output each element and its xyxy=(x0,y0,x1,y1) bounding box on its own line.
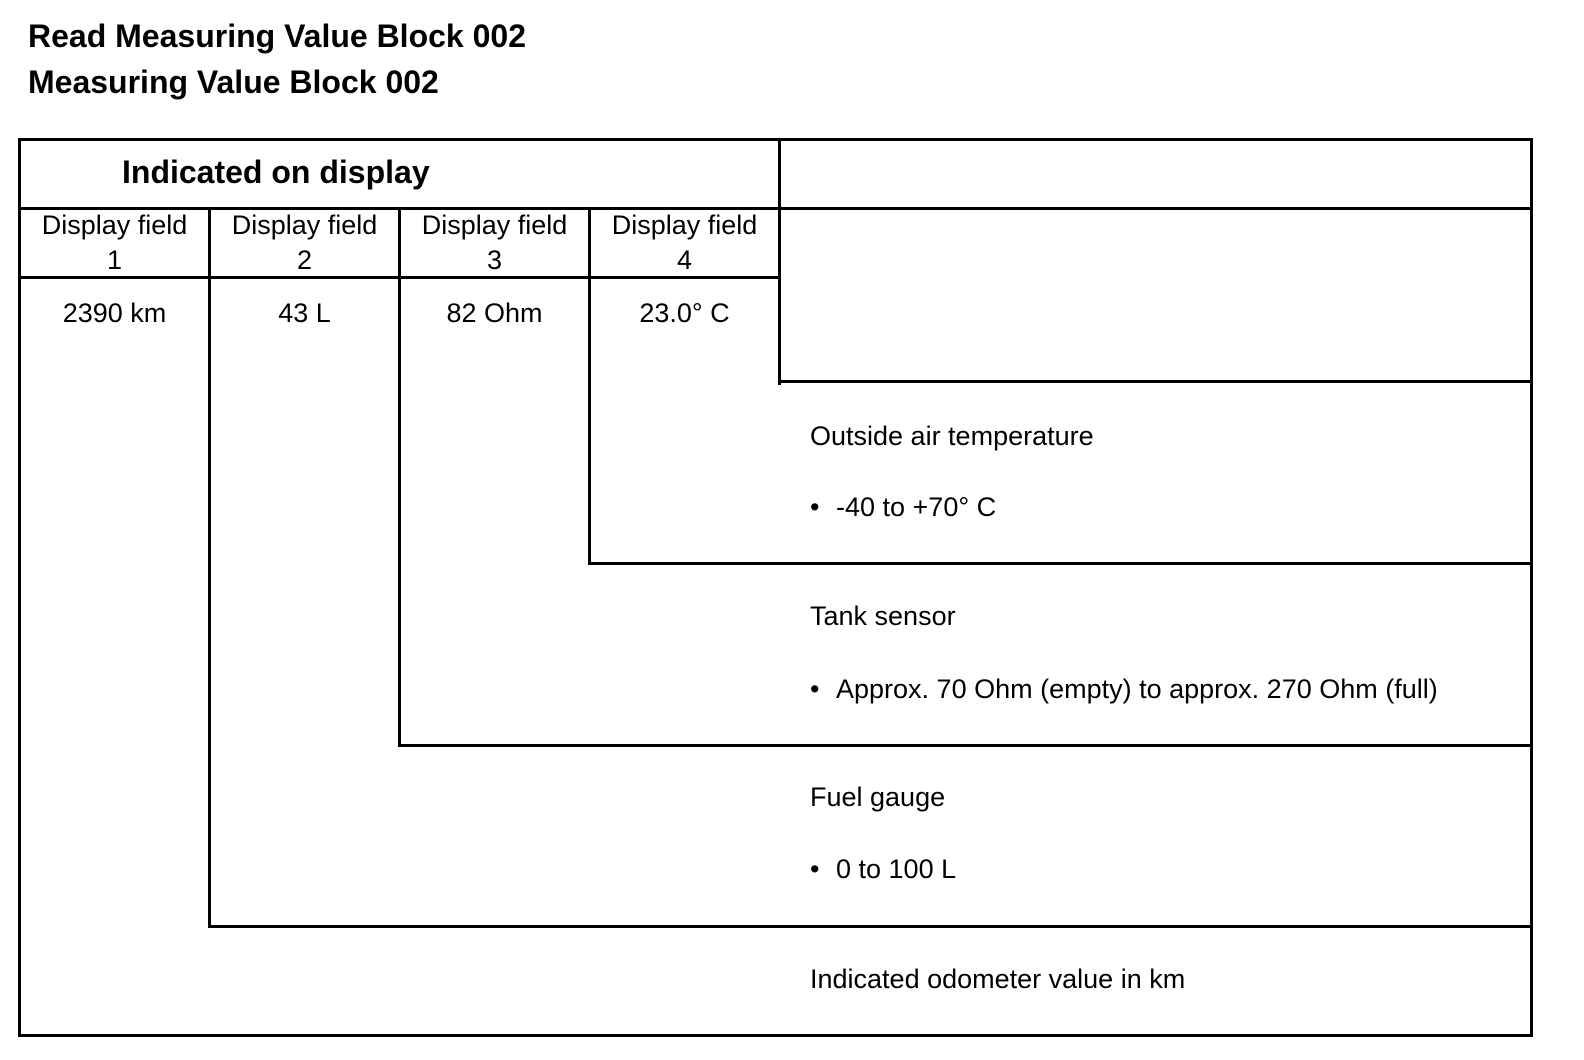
field-header-label: Display field xyxy=(611,210,758,240)
page-subtitle: Measuring Value Block 002 xyxy=(28,64,439,100)
field-header-label: Display field xyxy=(231,210,378,240)
bullet-icon: • xyxy=(810,854,820,884)
field-header-number: 1 xyxy=(106,245,123,275)
field3-description-bullet xyxy=(810,674,1438,705)
field-header-label: Display field xyxy=(421,210,568,240)
bullet-icon: • xyxy=(810,674,820,704)
table-header: Indicated on display xyxy=(122,154,430,190)
field2-description-title: Fuel gauge xyxy=(810,782,946,812)
field-header-4 xyxy=(591,208,778,278)
field4-joint xyxy=(591,376,778,384)
field3-description-title: Tank sensor xyxy=(810,601,956,631)
bullet-text: 0 to 100 L xyxy=(836,854,957,884)
field-header-3 xyxy=(401,208,588,278)
bullet-text: -40 to +70° C xyxy=(836,492,997,522)
field-header-number: 3 xyxy=(486,245,503,275)
field-value-2: 43 L xyxy=(278,298,331,328)
field-value-3: 82 Ohm xyxy=(446,298,543,328)
field4-description-title: Outside air temperature xyxy=(810,421,1094,451)
field-value-4: 23.0° C xyxy=(639,298,730,328)
field1-description-title: Indicated odometer value in km xyxy=(810,964,1186,994)
field2-description-bullet xyxy=(810,854,956,885)
field4-description-bullet xyxy=(810,492,996,523)
field-header-1 xyxy=(21,208,208,278)
field-header-2 xyxy=(211,208,398,278)
bullet-icon: • xyxy=(810,492,820,522)
field-header-number: 2 xyxy=(296,245,313,275)
field-header-label: Display field xyxy=(41,210,188,240)
page-title: Read Measuring Value Block 002 xyxy=(28,18,526,54)
field-value-1: 2390 km xyxy=(62,298,167,328)
bullet-text: Approx. 70 Ohm (empty) to approx. 270 Ohm (full) xyxy=(836,674,1438,704)
field4-box-lower xyxy=(588,380,1533,565)
field-header-number: 4 xyxy=(676,245,693,275)
